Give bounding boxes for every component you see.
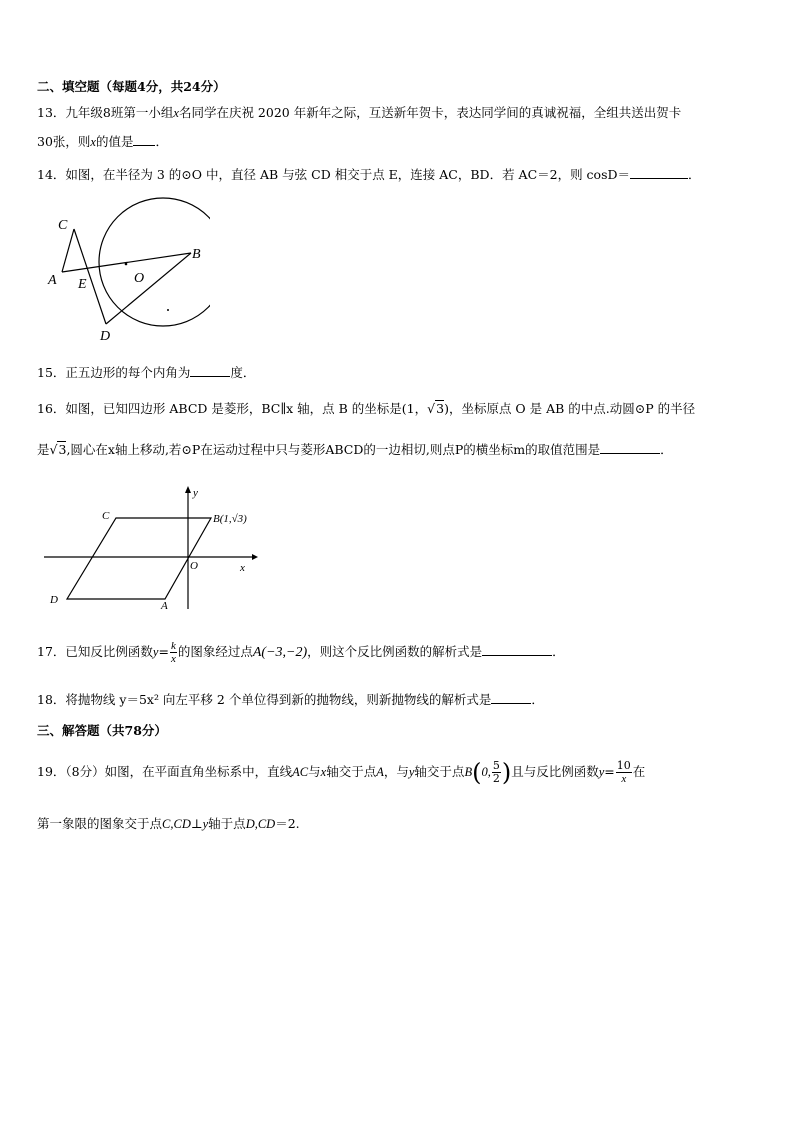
variable-y: y — [152, 645, 159, 659]
variable-y: y — [598, 765, 605, 779]
point-b: B — [464, 765, 473, 779]
label-y: y — [193, 487, 198, 499]
label-c: C — [102, 510, 110, 522]
label-a: A — [48, 273, 57, 288]
text: 与 — [308, 764, 321, 779]
sqrt-3: √3 — [427, 401, 445, 416]
question-14-line — [37, 166, 701, 184]
math: C,CD — [162, 817, 191, 831]
answer-blank[interactable] — [190, 364, 230, 377]
label-a: A — [161, 600, 168, 612]
label-e: E — [78, 277, 87, 292]
text: ． — [552, 644, 565, 659]
text: ,圆心在x轴上移动,若⊙P在运动过程中只与菱形ABCD的一边相切,则点P的横坐标m的取值范围是 — [66, 442, 601, 457]
variable-x: x — [320, 765, 327, 779]
dot — [167, 309, 169, 311]
label-b: B(1,√3) — [213, 513, 247, 525]
text: 如图，在半径为 3 的⊙O 中，直径 AB 与弦 CD 相交于点 E，连接 AC，BD．若 AC＝2，则 cosD＝ — [65, 167, 631, 182]
text: ＝2. — [275, 816, 300, 831]
question-number: 13． — [37, 105, 66, 120]
section-heading-fill-in: 二、填空题（每题4分，共24分） — [37, 79, 226, 94]
question-number: 17． — [37, 644, 66, 659]
text: 轴交于点 — [414, 764, 465, 779]
label-c: C — [58, 218, 68, 233]
label-o: O — [134, 271, 145, 286]
text: 名同学在庆祝 2020 年新年之际，互送新年贺卡，表达同学间的真诚祝福，全组共送出贺卡 — [178, 105, 682, 120]
fraction-k-over-x: $\frac{k}{x}$ — [170, 640, 176, 665]
question-number: 14． — [37, 167, 66, 182]
text: ． — [155, 134, 168, 149]
text: 轴于点 — [208, 816, 246, 831]
question-16-line2 — [37, 441, 673, 459]
answer-blank[interactable] — [491, 691, 531, 704]
answer-blank[interactable] — [600, 441, 660, 454]
text: 九年级8班第一小组 — [65, 105, 174, 120]
question-number: 18． — [37, 692, 66, 707]
label-b: B — [192, 247, 201, 262]
point-b-x: 0, — [481, 765, 491, 779]
question-18-line — [37, 691, 544, 709]
x-axis-arrow — [252, 554, 258, 560]
equals: = — [158, 644, 169, 659]
fraction-5-over-2: $\frac{5}{2}$ — [492, 759, 500, 785]
text: ． — [531, 692, 544, 707]
text: 在 — [632, 764, 646, 779]
text: 轴交于点 — [326, 764, 377, 779]
question-number: 19． — [37, 764, 66, 779]
y-axis-arrow — [185, 486, 191, 493]
question-13-line2 — [37, 133, 168, 151]
variable-x: x — [90, 135, 96, 149]
text: ． — [660, 442, 673, 457]
text: 度． — [230, 365, 256, 380]
math: D,CD — [245, 817, 276, 831]
text: 如图，在平面直角坐标系中，直线 — [104, 764, 293, 779]
rhombus-figure — [40, 483, 260, 615]
text: 30张，则 — [37, 134, 91, 149]
question-15-line — [37, 364, 255, 382]
text: 且与反比例函数 — [511, 764, 599, 779]
question-19-line1: 19．（8分）如图，在平面直角坐标系中，直线AC与x轴交于点A，与y轴交于点B(0, $\frac{5}{2}$ )且与反比例函数y= $\frac{10}{x}$ 在 — [37, 758, 646, 787]
text: )，坐标原点 O 是 AB 的中点.动圆⊙P 的半径 — [444, 401, 696, 416]
variable-y: y — [408, 765, 415, 779]
point-a: A(−3,−2) — [252, 645, 308, 660]
question-17-line — [37, 638, 565, 667]
segment-ac — [62, 229, 74, 272]
score: （8分） — [65, 764, 105, 779]
text: ． — [688, 167, 701, 182]
text: 的值是 — [95, 134, 134, 149]
label-x: x — [240, 562, 245, 574]
question-number: 15． — [37, 365, 66, 380]
variable-y: y — [202, 817, 209, 831]
question-16-line1 — [37, 400, 695, 418]
question-19-line2 — [37, 815, 300, 833]
perp-symbol: ⊥ — [190, 816, 203, 831]
equals: = — [604, 764, 615, 779]
text: 如图，已知四边形 ABCD 是菱形，BC∥x 轴，点 B 的坐标是(1， — [65, 401, 428, 416]
text: 正五边形的每个内角为 — [65, 365, 191, 380]
question-number: 16． — [37, 401, 66, 416]
rhombus-abcd — [67, 518, 211, 599]
question-13-line1 — [37, 104, 681, 122]
label-o: O — [190, 560, 198, 572]
sqrt-3: √3 — [49, 442, 67, 457]
circle-figure — [40, 192, 210, 342]
text: 的图象经过点 — [177, 644, 253, 659]
variable-x: x — [173, 106, 179, 120]
section-heading-answer: 三、解答题（共78分） — [37, 723, 167, 738]
text: 是 — [37, 442, 50, 457]
circle-o — [99, 198, 210, 326]
text: ，与 — [383, 764, 409, 779]
label-d: D — [100, 329, 111, 342]
center-dot — [125, 263, 128, 266]
answer-blank[interactable] — [630, 166, 688, 179]
label-d: D — [50, 594, 58, 606]
text: 第一象限的图象交于点 — [37, 816, 163, 831]
text: 已知反比例函数 — [65, 644, 153, 659]
text: ，则这个反比例函数的解析式是 — [307, 644, 483, 659]
line-ac: AC — [292, 765, 309, 779]
answer-blank[interactable] — [133, 133, 155, 146]
point-a: A — [376, 765, 384, 779]
answer-blank[interactable] — [482, 643, 552, 656]
text: 将抛物线 y＝5x² 向左平移 2 个单位得到新的抛物线，则新抛物线的解析式是 — [65, 692, 492, 707]
fraction-10-over-x: $\frac{10}{x}$ — [616, 759, 631, 785]
